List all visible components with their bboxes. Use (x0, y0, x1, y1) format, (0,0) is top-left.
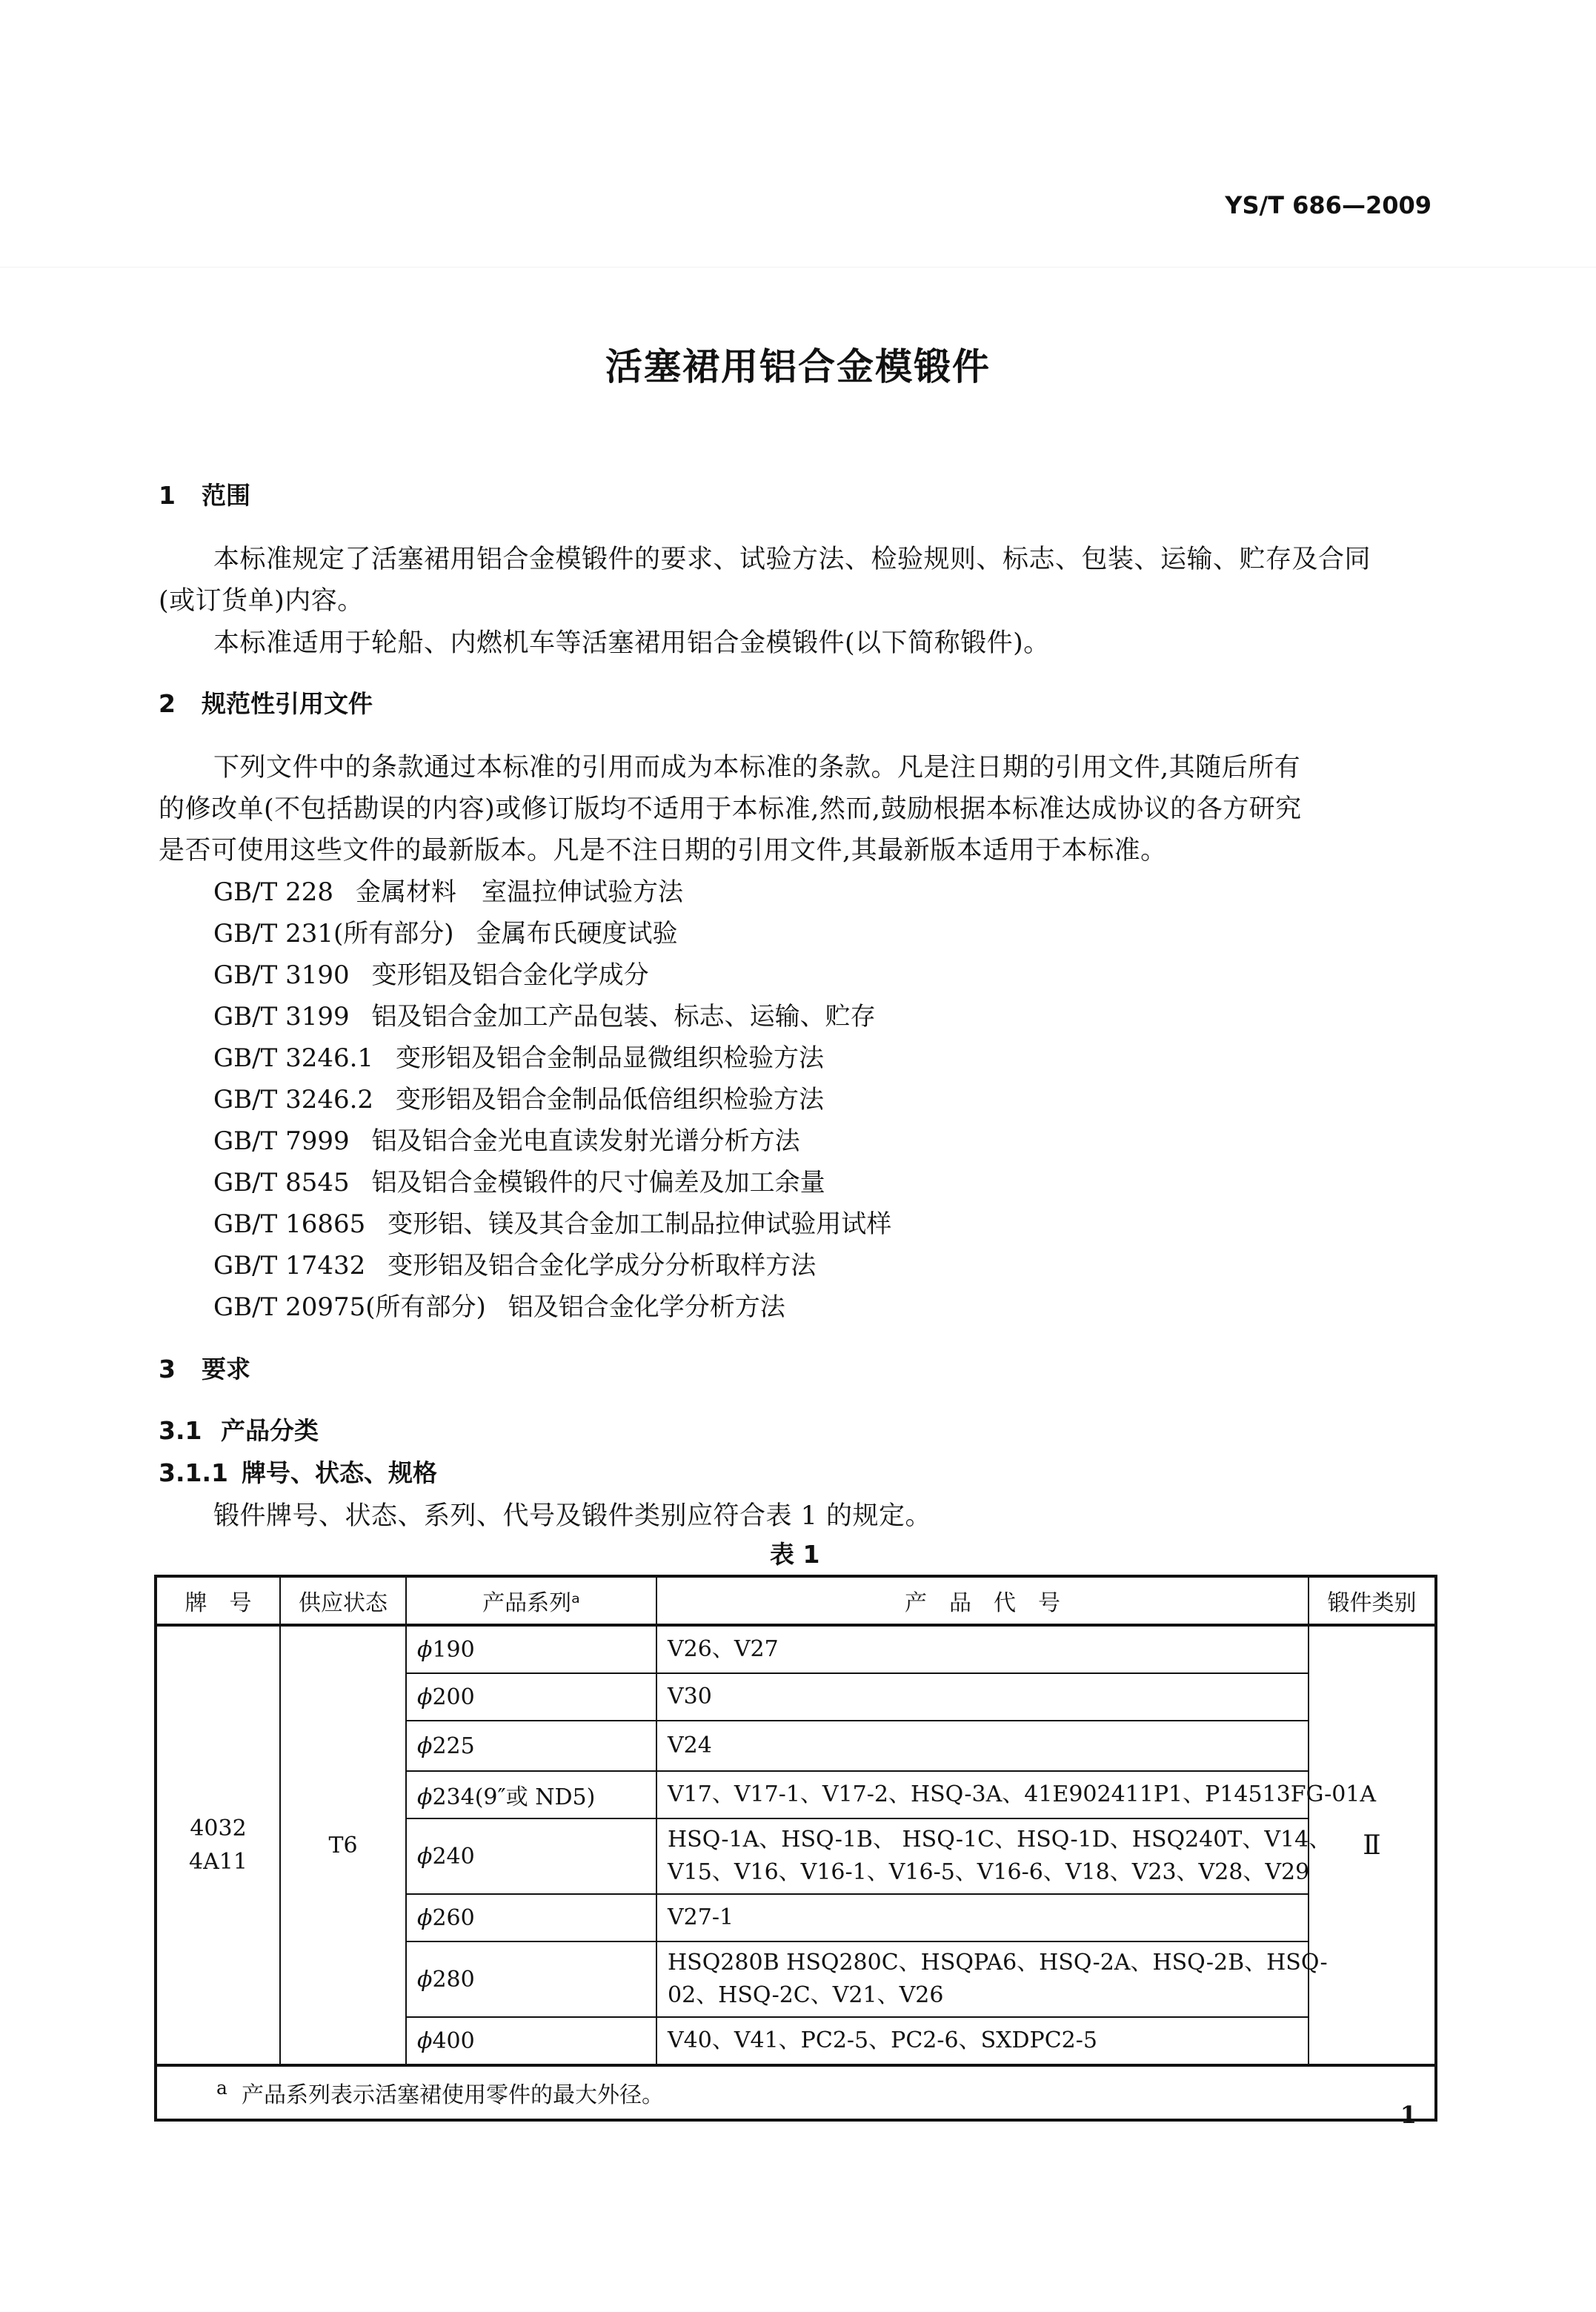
section-title: 牌号、状态、规格 (242, 1458, 437, 1487)
reference-code: GB/T 3190 (213, 960, 350, 990)
reference-code: GB/T 20975(所有部分) (213, 1292, 486, 1322)
footnote-text: 产品系列表示活塞裙使用零件的最大外径。 (241, 2082, 664, 2108)
section-number: 3 (159, 1355, 176, 1383)
standard-number: YS/T 686—2009 (1225, 191, 1432, 219)
series-cell: ϕ240 (406, 1818, 656, 1894)
section-number: 2 (159, 689, 176, 718)
reference-title: 变形铝及铝合金化学成分分析取样方法 (388, 1251, 817, 1280)
reference-code: GB/T 228 (213, 877, 333, 907)
reference-title: 变形铝、镁及其合金加工制品拉伸试验用试样 (388, 1209, 892, 1239)
section-1-heading (159, 476, 250, 511)
reference-item (213, 871, 683, 908)
reference-code: GB/T 3246.1 (213, 1043, 374, 1073)
section-2-heading (159, 685, 373, 720)
grade-value: 4032 (190, 1816, 247, 1841)
series-cell: ϕ200 (406, 1673, 656, 1721)
reference-title: 变形铝及铝合金化学成分 (371, 960, 649, 990)
diameter-symbol: ϕ (417, 1636, 433, 1663)
paragraph: 的修改单(不包括勘误的内容)或修订版均不适用于本标准,然而,鼓励根据本标准达成协议的各方研究 (159, 794, 1302, 824)
section-3-1-heading (159, 1412, 319, 1446)
table-caption: 表 1 (770, 1540, 820, 1569)
page-number: 1 (1400, 2101, 1417, 2129)
section-title: 要求 (202, 1355, 250, 1383)
reference-title: 变形铝及铝合金制品低倍组织检验方法 (396, 1085, 825, 1115)
reference-item (213, 1037, 824, 1074)
reference-item (213, 1079, 824, 1115)
series-cell: ϕ234(9″或 ND5) (406, 1771, 656, 1818)
series-cell: ϕ400 (406, 2017, 656, 2065)
reference-title: 铝及铝合金加工产品包装、标志、运输、贮存 (371, 1002, 876, 1032)
diameter-symbol: ϕ (417, 1784, 433, 1810)
paragraph: 是否可使用这些文件的最新版本。凡是不注日期的引用文件,其最新版本适用于本标准。 (159, 836, 1167, 866)
diameter-symbol: ϕ (417, 2027, 433, 2054)
section-number: 3.1.1 (159, 1458, 228, 1487)
reference-item (213, 1286, 785, 1323)
table-row (156, 1625, 1436, 1673)
codes-cell: HSQ280B HSQ280C、HSQPA6、HSQ-2A、HSQ-2B、HSQ- 02、HSQ-2C、V21、V26 (656, 1941, 1309, 2017)
header-category: 锻件类别 (1309, 1576, 1436, 1625)
diameter-symbol: ϕ (417, 1733, 433, 1759)
reference-item (213, 996, 876, 1032)
table-header-row (156, 1576, 1436, 1625)
codes-cell: V30 (656, 1673, 1309, 1721)
section-3-heading (159, 1350, 250, 1385)
reference-title: 金属材料 室温拉伸试验方法 (355, 877, 683, 907)
reference-title: 铝及铝合金化学分析方法 (508, 1292, 785, 1322)
header-grade: 牌 号 (156, 1576, 280, 1625)
table-footnote (156, 2065, 1436, 2120)
reference-item (213, 1203, 891, 1240)
paragraph: 锻件牌号、状态、系列、代号及锻件类别应符合表 1 的规定。 (213, 1501, 932, 1531)
temper-cell: T6 (280, 1625, 406, 2065)
reference-code: GB/T 231(所有部分) (213, 919, 454, 949)
header-temper: 供应状态 (280, 1576, 406, 1625)
reference-item (213, 913, 678, 949)
category-cell: Ⅱ (1309, 1625, 1436, 2065)
table-footnote-row (156, 2065, 1436, 2120)
header-codes: 产 品 代 号 (656, 1576, 1309, 1625)
paragraph: 本标准规定了活塞裙用铝合金模锻件的要求、试验方法、检验规则、标志、包装、运输、贮存及合同 (213, 545, 1371, 574)
reference-code: GB/T 16865 (213, 1209, 366, 1239)
footnote-mark: a (216, 2077, 227, 2099)
reference-code: GB/T 17432 (213, 1251, 366, 1280)
grade-cell (156, 1625, 280, 2065)
paragraph: 下列文件中的条款通过本标准的引用而成为本标准的条款。凡是注日期的引用文件,其随后所有 (213, 753, 1301, 783)
series-cell: ϕ260 (406, 1894, 656, 1941)
grade-value: 4A11 (189, 1849, 247, 1875)
reference-item (213, 1120, 800, 1157)
paragraph: (或订货单)内容。 (159, 586, 364, 616)
reference-item (213, 1245, 816, 1281)
diameter-symbol: ϕ (417, 1843, 433, 1870)
section-title: 范围 (202, 481, 250, 510)
document-title: 活塞裙用铝合金模锻件 (605, 345, 991, 388)
header-series: 产品系列ᵃ (406, 1576, 656, 1625)
paragraph: 本标准适用于轮船、内燃机车等活塞裙用铝合金模锻件(以下简称锻件)。 (213, 628, 1050, 658)
reference-title: 变形铝及铝合金制品显微组织检验方法 (396, 1043, 825, 1073)
codes-cell: V27-1 (656, 1894, 1309, 1941)
reference-code: GB/T 7999 (213, 1126, 350, 1156)
reference-code: GB/T 8545 (213, 1168, 350, 1197)
reference-item (213, 954, 649, 991)
section-number: 3.1 (159, 1416, 202, 1445)
reference-code: GB/T 3199 (213, 1002, 350, 1032)
codes-cell: V17、V17-1、V17-2、HSQ-3A、41E902411P1、P14513FG-01A (656, 1771, 1309, 1818)
reference-item (213, 1162, 825, 1198)
series-cell: ϕ190 (406, 1625, 656, 1673)
section-3-1-1-heading (159, 1454, 437, 1489)
codes-cell: V40、V41、PC2-5、PC2-6、SXDPC2-5 (656, 2017, 1309, 2065)
scan-line (0, 267, 1596, 268)
reference-title: 金属布氏硬度试验 (476, 919, 678, 949)
section-title: 规范性引用文件 (202, 689, 373, 718)
section-title: 产品分类 (221, 1416, 319, 1445)
series-cell: ϕ225 (406, 1721, 656, 1771)
table-1 (154, 1575, 1437, 2122)
section-number: 1 (159, 481, 176, 510)
codes-cell: V26、V27 (656, 1625, 1309, 1673)
diameter-symbol: ϕ (417, 1904, 433, 1931)
reference-code: GB/T 3246.2 (213, 1085, 374, 1115)
reference-title: 铝及铝合金光电直读发射光谱分析方法 (371, 1126, 800, 1156)
diameter-symbol: ϕ (417, 1684, 433, 1710)
codes-cell: HSQ-1A、HSQ-1B、 HSQ-1C、HSQ-1D、HSQ240T、V14、 V15、V16、V16-1、V16-5、V16-6、V18、V23、V28、V29 (656, 1818, 1309, 1894)
series-cell: ϕ280 (406, 1941, 656, 2017)
diameter-symbol: ϕ (417, 1966, 433, 1993)
codes-cell: V24 (656, 1721, 1309, 1771)
reference-title: 铝及铝合金模锻件的尺寸偏差及加工余量 (371, 1168, 825, 1197)
